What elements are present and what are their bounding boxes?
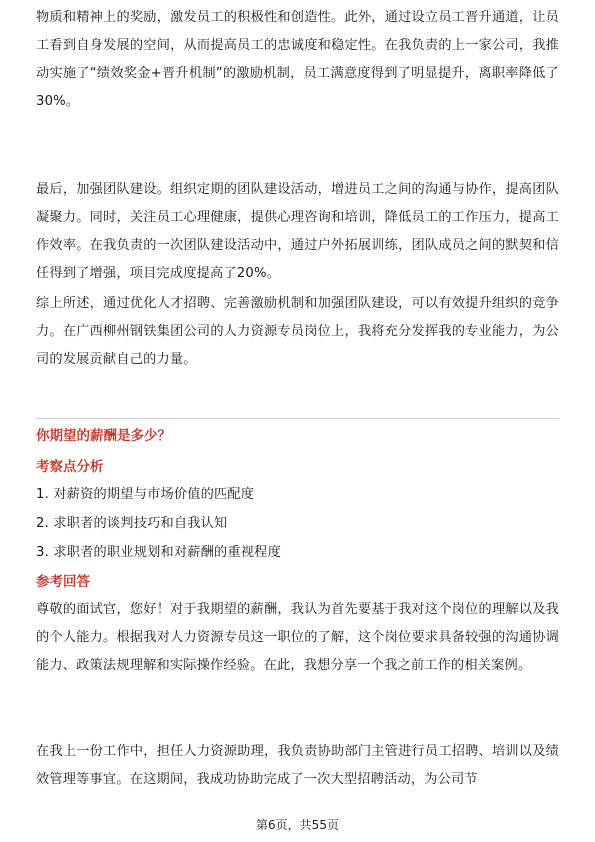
body-paragraph: 综上所述，通过优化人才招聘、完善激励机制和加强团队建设，可以有效提升组织的竞争力。在广西柳州钢铁集团公司的人力资源专员岗位上，我将充分发挥我的专业能力，为公司的发展贡献自己的力量。 (36, 296, 559, 367)
question-heading: 你期望的薪酬是多少？ (36, 428, 171, 444)
body-paragraph: 物质和精神上的奖励，激发员工的积极性和创造性。此外，通过设立员工晋升通道，让员工看到自身发展的空间，从而提高员工的忠诚度和稳定性。在我负责的上一家公司，我推动实施了“绩效奖金+晋升机制”的激励机制，员工满意度得到了明显提升，离职率降低了30%。 (36, 10, 559, 109)
list-item: 3. 求职者的职业规划和对薪酬的重视程度 (36, 545, 281, 560)
analysis-list (36, 480, 281, 567)
list-item: 1. 对薪资的期望与市场价值的匹配度 (36, 487, 255, 502)
page-footer: 第6页，共55页 (256, 818, 339, 832)
answer-paragraph: 尊敬的面试官，您好！对于我期望的薪酬，我认为首先要基于我对这个岗位的理解以及我的个人能力。根据我对人力资源专员这一职位的了解，这个岗位要求具备较强的沟通协调能力、政策法规理解和实际操作经验。在此，我想分享一个我之前工作的相关案例。 (36, 602, 559, 673)
list-item: 2. 求职者的谈判技巧和自我认知 (36, 516, 228, 531)
body-paragraph: 最后，加强团队建设。组织定期的团队建设活动，增进员工之间的沟通与协作，提高团队凝聚力。同时，关注员工心理健康，提供心理咨询和培训，降低员工的工作压力，提高工作效率。在我负责的一次团队建设活动中，通过户外拓展训练，团队成员之间的默契和信任得到了增强，项目完成度提高了20%。 (36, 182, 559, 281)
answer-heading: 参考回答 (36, 574, 90, 590)
section-divider (36, 418, 559, 419)
answer-paragraph: 在我上一份工作中，担任人力资源助理，我负责协助部门主管进行员工招聘、培训以及绩效管理等事宜。在这期间，我成功协助完成了一次大型招聘活动，为公司节 (36, 744, 559, 787)
analysis-heading: 考察点分析 (36, 459, 104, 475)
